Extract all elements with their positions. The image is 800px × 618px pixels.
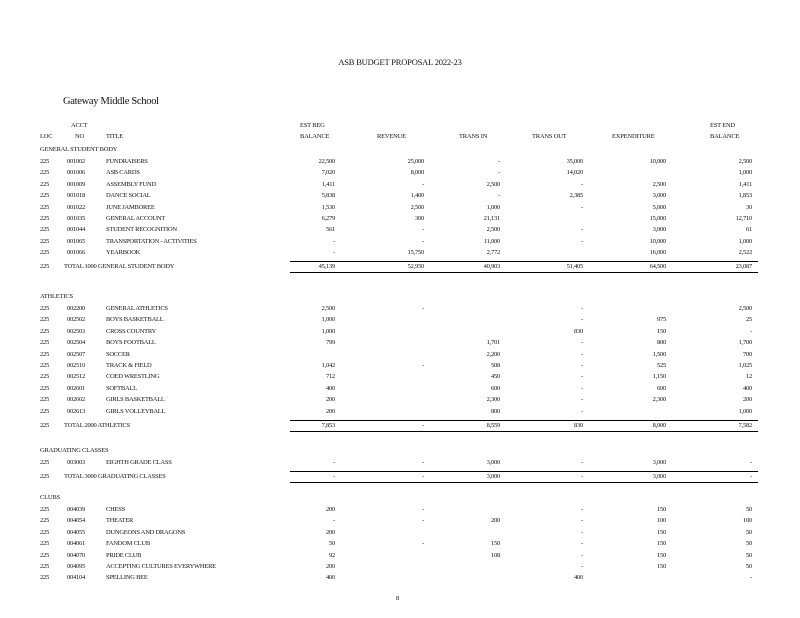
cell-trans-out: - [581,517,583,525]
cell-trans-in: 200 [491,517,500,525]
cell-revenue: 300 [415,215,424,222]
cell-beg-balance: 200 [326,407,335,415]
total-trans-out: 51,405 [566,263,583,271]
cell-beg-balance: 400 [326,574,335,582]
cell-acct-no: 004055 [67,528,85,536]
cell-acct-no: 004095 [67,563,85,570]
cell-loc: 225 [40,203,49,211]
cell-title: TRACK & FIELD [106,362,152,369]
cell-end-balance: 1,000 [738,237,752,245]
cell-end-balance: 2,522 [738,249,752,257]
cell-acct-no: 001009 [67,180,85,188]
cell-trans-in: - [498,169,500,177]
cell-end-balance: 400 [743,384,752,392]
cell-acct-no: 002613 [67,407,85,415]
header-title: TITLE [106,133,124,140]
cell-end-balance: 1,853 [738,192,752,200]
total-loc: 225 [40,421,49,429]
cell-acct-no: 001035 [67,215,85,222]
document-title: ASB BUDGET PROPOSAL 2022-23 [338,57,462,67]
cell-trans-in: - [498,192,500,200]
cell-trans-out: - [581,339,583,347]
cell-beg-balance: 1,530 [321,203,335,211]
cell-title: BOYS FOOTBALL [106,339,156,347]
cell-acct-no: 001022 [67,203,85,211]
cell-trans-out: - [581,459,583,466]
header-expenditure: EXPENDITURE [612,133,655,140]
cell-end-balance: 50 [746,551,752,559]
cell-expenditure: 5,000 [652,203,666,211]
cell-acct-no: 002200 [67,305,85,312]
total-label: TOTAL 1000 GENERAL STUDENT BODY [64,263,175,271]
cell-loc: 225 [40,528,49,536]
cell-acct-no: 001002 [67,158,85,165]
cell-loc: 225 [40,574,49,582]
cell-title: SOCCER [106,350,130,358]
cell-end-balance: 25 [746,316,752,324]
total-label: TOTAL 3000 GRADUATING CLASSES [64,473,166,480]
cell-end-balance: 1,025 [738,362,752,369]
cell-loc: 225 [40,373,49,381]
cell-title: ASSEMBLY FUND [106,180,156,188]
cell-loc: 225 [40,362,49,369]
cell-acct-no: 001066 [67,249,85,257]
cell-revenue: - [422,517,424,525]
total-end-balance: 23,087 [735,263,752,271]
cell-trans-in: 600 [491,384,500,392]
cell-expenditure: 10,000 [649,158,666,165]
total-trans-in: 8,559 [486,421,500,429]
cell-end-balance: 50 [746,563,752,570]
total-expenditure: 8,000 [652,421,666,429]
cell-beg-balance: 400 [326,384,335,392]
total-revenue: - [422,473,424,480]
cell-acct-no: 002502 [67,316,85,324]
cell-trans-in: 2,500 [486,226,500,234]
cell-end-balance: 61 [746,226,752,234]
cell-title: EIGHTH GRADE CLASS [106,459,172,466]
cell-end-balance: 12,710 [735,215,752,222]
cell-beg-balance: 6,279 [321,215,335,222]
cell-revenue: - [422,237,424,245]
cell-title: GIRLS VOLLEYBALL [106,407,166,415]
header-acct-no: NO [75,133,84,140]
cell-title: JUNE JAMBOREE [106,203,155,211]
cell-acct-no: 004104 [67,574,85,582]
cell-loc: 225 [40,237,49,245]
total-beg-balance: 45,139 [318,263,335,271]
cell-trans-out: - [581,506,583,513]
cell-loc: 225 [40,540,49,548]
cell-beg-balance: 1,000 [321,327,335,335]
cell-trans-in: 2,772 [486,249,500,257]
cell-title: GENERAL ACCOUNT [106,215,166,222]
section-heading: GRADUATING CLASSES [40,447,109,454]
total-rule-top [290,420,758,421]
cell-expenditure: 2,500 [652,180,666,188]
cell-loc: 225 [40,407,49,415]
total-trans-in: 40,903 [483,263,500,271]
header-loc: LOC [40,133,53,140]
cell-loc: 225 [40,215,49,222]
cell-loc: 225 [40,506,49,513]
cell-trans-out: - [581,563,583,570]
cell-trans-out: 14,020 [566,169,583,177]
cell-expenditure: 150 [657,563,666,570]
cell-trans-out: - [581,384,583,392]
cell-revenue: - [422,226,424,234]
cell-loc: 225 [40,350,49,358]
cell-expenditure: 100 [657,517,666,525]
total-revenue: 52,950 [407,263,424,271]
cell-acct-no: 004039 [67,506,85,513]
cell-trans-in: 1,000 [486,203,500,211]
page-number: 8 [396,595,400,602]
cell-beg-balance: 712 [326,373,335,381]
cell-acct-no: 002602 [67,396,85,404]
cell-expenditure: 1,150 [652,373,666,381]
cell-end-balance: 100 [743,517,752,525]
cell-trans-out: - [581,528,583,536]
cell-trans-in: 508 [491,362,500,369]
cell-title: FANDOM CLUB [106,540,150,548]
header-est-beg: EST BEG [300,122,325,129]
cell-beg-balance: 92 [329,551,335,559]
cell-loc: 225 [40,180,49,188]
cell-trans-out: - [581,237,583,245]
cell-beg-balance: 1,000 [321,316,335,324]
cell-end-balance: 50 [746,528,752,536]
cell-trans-in: 450 [491,373,500,381]
cell-beg-balance: 200 [326,563,335,570]
cell-trans-out: - [581,551,583,559]
cell-beg-balance: 1,411 [321,180,335,188]
cell-expenditure: 1,500 [652,350,666,358]
cell-expenditure: 15,000 [649,215,666,222]
cell-revenue: - [422,362,424,369]
cell-expenditure: 2,300 [652,396,666,404]
cell-beg-balance: - [333,237,335,245]
cell-trans-in: 2,200 [486,350,500,358]
cell-beg-balance: 799 [326,339,335,347]
cell-beg-balance: 200 [326,528,335,536]
cell-end-balance: - [750,574,752,582]
header-trans-out: TRANS OUT [532,133,567,140]
cell-beg-balance: - [333,459,335,466]
cell-title: DUNGEONS AND DRAGONS [106,528,186,536]
cell-trans-out: - [581,316,583,324]
cell-acct-no: 004070 [67,551,85,559]
cell-acct-no: 001065 [67,237,85,245]
total-rule-bottom [290,431,758,432]
cell-trans-in: 2,500 [486,180,500,188]
total-loc: 225 [40,263,49,271]
cell-revenue: - [422,506,424,513]
total-rule-top [290,261,758,262]
section-heading: CLUBS [40,494,60,501]
cell-revenue: - [422,180,424,188]
total-rule-top [290,471,758,472]
cell-acct-no: 001006 [67,169,85,177]
cell-expenditure: 800 [657,339,666,347]
cell-end-balance: - [750,327,752,335]
total-trans-out: - [581,473,583,480]
cell-expenditure: 150 [657,551,666,559]
cell-trans-out: 400 [574,574,583,582]
cell-beg-balance: - [333,517,335,525]
cell-end-balance: 200 [743,396,752,404]
cell-trans-out: - [581,203,583,211]
cell-end-balance: 2,500 [738,305,752,312]
cell-trans-out: - [581,362,583,369]
cell-trans-out: - [581,180,583,188]
cell-expenditure: 525 [657,362,666,369]
total-beg-balance: 7,853 [321,421,335,429]
cell-beg-balance: - [333,249,335,257]
header-trans-in: TRANS IN [459,133,488,140]
cell-trans-out: 830 [574,327,583,335]
cell-title: ACCEPTING CULTURES EVERYWHERE [106,563,216,570]
cell-expenditure: 10,000 [649,237,666,245]
total-beg-balance: - [333,473,335,480]
cell-loc: 225 [40,226,49,234]
cell-title: YEARBOOK [106,249,141,257]
cell-loc: 225 [40,396,49,404]
cell-revenue: 8,000 [410,169,424,177]
cell-acct-no: 002512 [67,373,85,381]
cell-loc: 225 [40,158,49,165]
cell-acct-no: 001044 [67,226,85,234]
cell-title: THEATER [106,517,134,525]
total-expenditure: 64,500 [649,263,666,271]
cell-title: BOYS BASKETBALL [106,316,164,324]
cell-trans-in: 800 [491,407,500,415]
cell-title: GENERAL ATHLETICS [106,305,168,312]
cell-expenditure: 16,000 [649,249,666,257]
cell-end-balance: 1,700 [738,339,752,347]
cell-revenue: 25,000 [407,158,424,165]
cell-loc: 225 [40,339,49,347]
cell-acct-no: 003003 [67,459,85,466]
total-end-balance: - [750,473,752,480]
cell-trans-in: 21,131 [483,215,500,222]
cell-trans-out: - [581,407,583,415]
cell-title: CROSS COUNTRY [106,327,157,335]
total-revenue: - [422,421,424,429]
cell-trans-out: - [581,373,583,381]
cell-beg-balance: 200 [326,506,335,513]
cell-trans-in: 1,701 [486,339,500,347]
total-end-balance: 7,582 [738,421,752,429]
header-beg-balance: BALANCE [300,133,330,140]
cell-beg-balance: 2,500 [321,305,335,312]
cell-beg-balance: 1,042 [321,362,335,369]
cell-trans-out: 35,000 [566,158,583,165]
cell-end-balance: 1,411 [738,180,752,188]
cell-loc: 225 [40,327,49,335]
cell-expenditure: 150 [657,540,666,548]
cell-revenue: 1,400 [410,192,424,200]
header-revenue: REVENUE [377,133,406,140]
cell-title: TRANSPORTATION - ACTIVITIES [106,237,197,245]
cell-beg-balance: 561 [326,226,335,234]
cell-loc: 225 [40,563,49,570]
cell-trans-in: 108 [491,551,500,559]
cell-trans-in: 11,000 [483,237,500,245]
cell-title: DANCE SOCIAL [106,192,151,200]
total-trans-out: 830 [574,421,583,429]
cell-expenditure: 600 [657,384,666,392]
cell-acct-no: 002510 [67,362,85,369]
cell-beg-balance: 7,020 [321,169,335,177]
header-acct-top: ACCT [71,122,88,129]
cell-end-balance: 50 [746,506,752,513]
total-expenditure: 3,000 [652,473,666,480]
cell-acct-no: 004061 [67,540,85,548]
cell-title: SPELLING BEE [106,574,148,582]
cell-beg-balance: 22,500 [318,158,335,165]
cell-trans-out: 2,385 [569,192,583,200]
cell-acct-no: 002504 [67,339,85,347]
cell-trans-out: - [581,305,583,312]
cell-acct-no: 002601 [67,384,85,392]
section-heading: ATHLETICS [40,293,73,300]
cell-acct-no: 001018 [67,192,85,200]
cell-trans-in: - [498,158,500,165]
cell-end-balance: 1,000 [738,407,752,415]
cell-expenditure: 150 [657,528,666,536]
cell-expenditure: 3,000 [652,192,666,200]
cell-loc: 225 [40,551,49,559]
header-end-balance: BALANCE [710,133,740,140]
cell-revenue: - [422,540,424,548]
cell-title: GIRLS BASKETBALL [106,396,165,404]
total-label: TOTAL 2000 ATHLETICS [64,421,130,429]
total-rule-bottom [290,482,758,483]
cell-loc: 225 [40,192,49,200]
cell-expenditure: 3,000 [652,226,666,234]
cell-title: PRIDE CLUB [106,551,142,559]
cell-end-balance: 1,000 [738,169,752,177]
cell-trans-in: 2,300 [486,396,500,404]
cell-beg-balance: 200 [326,396,335,404]
cell-revenue: 2,500 [410,203,424,211]
cell-beg-balance: 5,838 [321,192,335,200]
cell-title: ASB CARDS [106,169,140,177]
header-est-end: EST END [710,122,736,129]
cell-title: CHESS [106,506,125,513]
cell-expenditure: 150 [657,506,666,513]
cell-revenue: - [422,459,424,466]
cell-loc: 225 [40,316,49,324]
cell-trans-out: - [581,350,583,358]
cell-end-balance: 50 [746,540,752,548]
cell-loc: 225 [40,305,49,312]
section-heading: GENERAL STUDENT BODY [40,146,118,153]
cell-loc: 225 [40,517,49,525]
cell-end-balance: 2,500 [738,158,752,165]
cell-loc: 225 [40,459,49,466]
cell-title: COED WRESTLING [106,373,160,381]
cell-trans-in: 150 [491,540,500,548]
cell-loc: 225 [40,384,49,392]
cell-end-balance: - [750,459,752,466]
cell-title: STUDENT RECOGNITION [106,226,177,234]
school-name: Gateway Middle School [63,96,159,107]
cell-end-balance: 12 [746,373,752,381]
cell-end-balance: 700 [743,350,752,358]
cell-expenditure: 3,000 [652,459,666,466]
cell-title: SOFTBALL [106,384,137,392]
cell-trans-out: - [581,540,583,548]
cell-trans-out: - [581,226,583,234]
cell-acct-no: 002503 [67,327,85,335]
total-trans-in: 3,000 [486,473,500,480]
cell-expenditure: 975 [657,316,666,324]
cell-end-balance: 30 [746,203,752,211]
cell-revenue: - [422,305,424,312]
cell-trans-in: 3,000 [486,459,500,466]
total-rule-bottom [290,272,758,273]
cell-beg-balance: 50 [329,540,335,548]
total-loc: 225 [40,473,49,480]
cell-expenditure: 150 [657,327,666,335]
cell-acct-no: 004054 [67,517,85,525]
cell-loc: 225 [40,169,49,177]
cell-loc: 225 [40,249,49,257]
cell-trans-out: - [581,396,583,404]
cell-title: FUNDRAISERS [106,158,148,165]
cell-acct-no: 002507 [67,350,85,358]
cell-revenue: 15,750 [407,249,424,257]
